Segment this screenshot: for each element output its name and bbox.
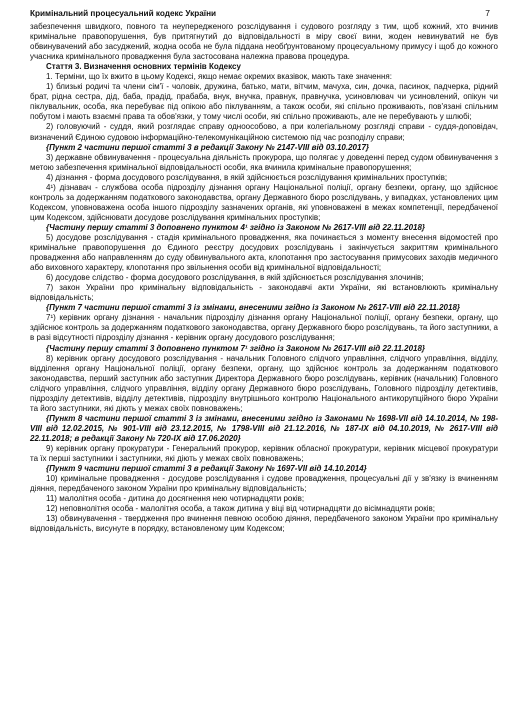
amendment-note: {Пункт 8 частини першої статті 3 із змінами, внесеними згідно із Законами № 1698-VII від 14.10.2014, № 198-VIII від 12.02.2015, № 901-VIII від 23.12.2015, № 1798-VIII від 21.12.2016, № 187-IX від 04.10.2019, № 2617-VIII від 22.11.2018; в редакції Закону № 720-IX від 17.06.2020} [30, 413, 498, 443]
page-header [30, 8, 498, 19]
paragraph: 5) досудове розслідування - стадія кримінального провадження, яка починається з моменту внесення відомостей про кримінальне правопорушення до Єдиного реєстру досудових розслідувань і закінчується закриттям кримінального провадження або направленням до суду обвинувального акта, клопотання про застосування примусових заходів медичного або виховного характеру, клопотання про звільнення особи від кримінальної відповідальності; [30, 232, 498, 273]
amendment-note: {Частину першу статті 3 доповнено пунктом 4¹ згідно із Законом № 2617-VIII від 22.11.2018} [46, 222, 426, 232]
article-heading: Стаття 3. Визначення основних термінів Кодексу [46, 62, 241, 72]
paragraph: 3) державне обвинувачення - процесуальна діяльність прокурора, що полягає у доведенні перед судом обвинувачення з метою забезпечення кримінальної відповідальності особи, яка вчинила кримінальне правопорушення; [30, 152, 498, 172]
paragraph: 6) досудове слідство - форма досудового розслідування, в якій здійснюється розслідування злочинів; [46, 273, 424, 283]
paragraph: 2) головуючий - суддя, який розглядає справу одноособово, а при колегіальному розгляді справи - суддя-доповідач, визначений Єдиною судовою інформаційно-телекомунікаційною системою під час розподілу справи; [30, 122, 498, 142]
amendment-note: {Частину першу статті 3 доповнено пунктом 7¹ згідно із Законом № 2617-VIII від 22.11.2018} [46, 343, 426, 353]
paragraph: 7¹) керівник органу дізнання - начальник підрозділу дізнання органу Національної поліції, органу безпеки, органу, що здійснює контроль за додержанням податкового законодавства, органу Державного бюро розслідувань, та його заступники, а в разі відсутності підрозділу дізнання - керівник органу досудового розслідування; [30, 313, 498, 343]
paragraph: 13) обвинувачення - твердження про вчинення певною особою діяння, передбаченого законом України про кримінальну відповідальність, висунуте в порядку, встановленому цим Кодексом; [30, 514, 498, 534]
paragraph: 9) керівник органу прокуратури - Генеральний прокурор, керівник обласної прокуратури, керівник місцевої прокуратури та їх перші заступники і заступники, які діють у межах своїх повноважень; [30, 443, 498, 464]
paragraph: 4) дізнання - форма досудового розслідування, в якій здійснюється розслідування кримінальних проступків; [46, 172, 448, 182]
paragraph: 11) малолітня особа - дитина до досягнення нею чотирнадцяти років; [46, 494, 305, 504]
paragraph: 1. Терміни, що їх вжито в цьому Кодексі, якщо немає окремих вказівок, мають таке значення: [46, 72, 392, 82]
amendment-note: {Пункт 2 частини першої статті 3 в редакції Закону № 2147-VIII від 03.10.2017} [46, 142, 369, 152]
amendment-note: {Пункт 7 частини першої статті 3 із змінами, внесеними згідно із Законом № 2617-VIII від 22.11.2018} [46, 303, 461, 313]
paragraph: 7) закон України про кримінальну відповідальність - законодавчі акти України, які встановлюють кримінальну відповідальність; [30, 283, 498, 303]
document-body [30, 22, 498, 534]
paragraph: забезпечення швидкого, повного та неупередженого розслідування і судового розгляду з тим, щоб кожний, хто вчинив кримінальне правопорушення, був притягнутий до відповідальності в міру своєї вини, жоден невинуватий не був обвинувачений або засуджений, жодна особа не була піддана необґрунтованому процесуальному примусу і щоб до кожного учасника кримінального провадження була застосована належна правова процедура. [30, 22, 498, 62]
paragraph: 10) кримінальне провадження - досудове розслідування і судове провадження, процесуальні дії у зв'язку із вчиненням діяння, передбаченого законом України про кримінальну відповідальність; [30, 474, 498, 494]
paragraph: 1) близькі родичі та члени сім'ї - чоловік, дружина, батько, мати, вітчим, мачуха, син, дочка, пасинок, падчерка, рідний брат, рідна сестра, дід, баба, прадід, прабаба, внук, внучка, правнук, правнучка, усиновлювач чи усиновлений, опікун чи піклувальник, особа, яка перебуває під опікою або піклуванням, а також особи, які спільно проживають, пов'язані спільним побутом і мають взаємні права та обов'язки, у тому числі особи, які спільно проживають, але не перебувають у шлюбі; [30, 82, 498, 122]
paragraph: 4¹) дізнавач - службова особа підрозділу дізнання органу Національної поліції, органу безпеки, органу, що здійснює контроль за додержанням податкового законодавства, органу Державного бюро розслідувань, у випадках, установлених цим Кодексом, уповноважена особа іншого підрозділу зазначених органів, які уповноважені в межах компетенції, передбаченої цим Кодексом, здійснювати досудове розслідування кримінальних проступків; [30, 182, 498, 222]
amendment-note: {Пункт 9 частини першої статті 3 в редакції Закону № 1697-VII від 14.10.2014} [46, 464, 367, 474]
document-title: Кримінальний процесуальний кодекс України [30, 9, 217, 18]
paragraph: 12) неповнолітня особа - малолітня особа, а також дитина у віці від чотирнадцяти до вісімнадцяти років; [46, 504, 435, 514]
paragraph: 8) керівник органу досудового розслідування - начальник Головного слідчого управління, слідчого управління, відділу, відділення органу Національної поліції, органу безпеки, органу, що здійснює контроль за додержанням податкового законодавства, перший заступник або заступник Директора Державного бюро розслідувань, керівник (начальник) Головного слідчого управління, слідчого управління, відділу органу Державного бюро розслідувань, Головного підрозділу детективів, підрозділу детективів, відділу детективів, підрозділу внутрішнього контролю Національного антикорупційного бюро України та його заступники, які діють у межах своїх повноважень; [30, 353, 498, 413]
page-number: 7 [485, 8, 490, 18]
